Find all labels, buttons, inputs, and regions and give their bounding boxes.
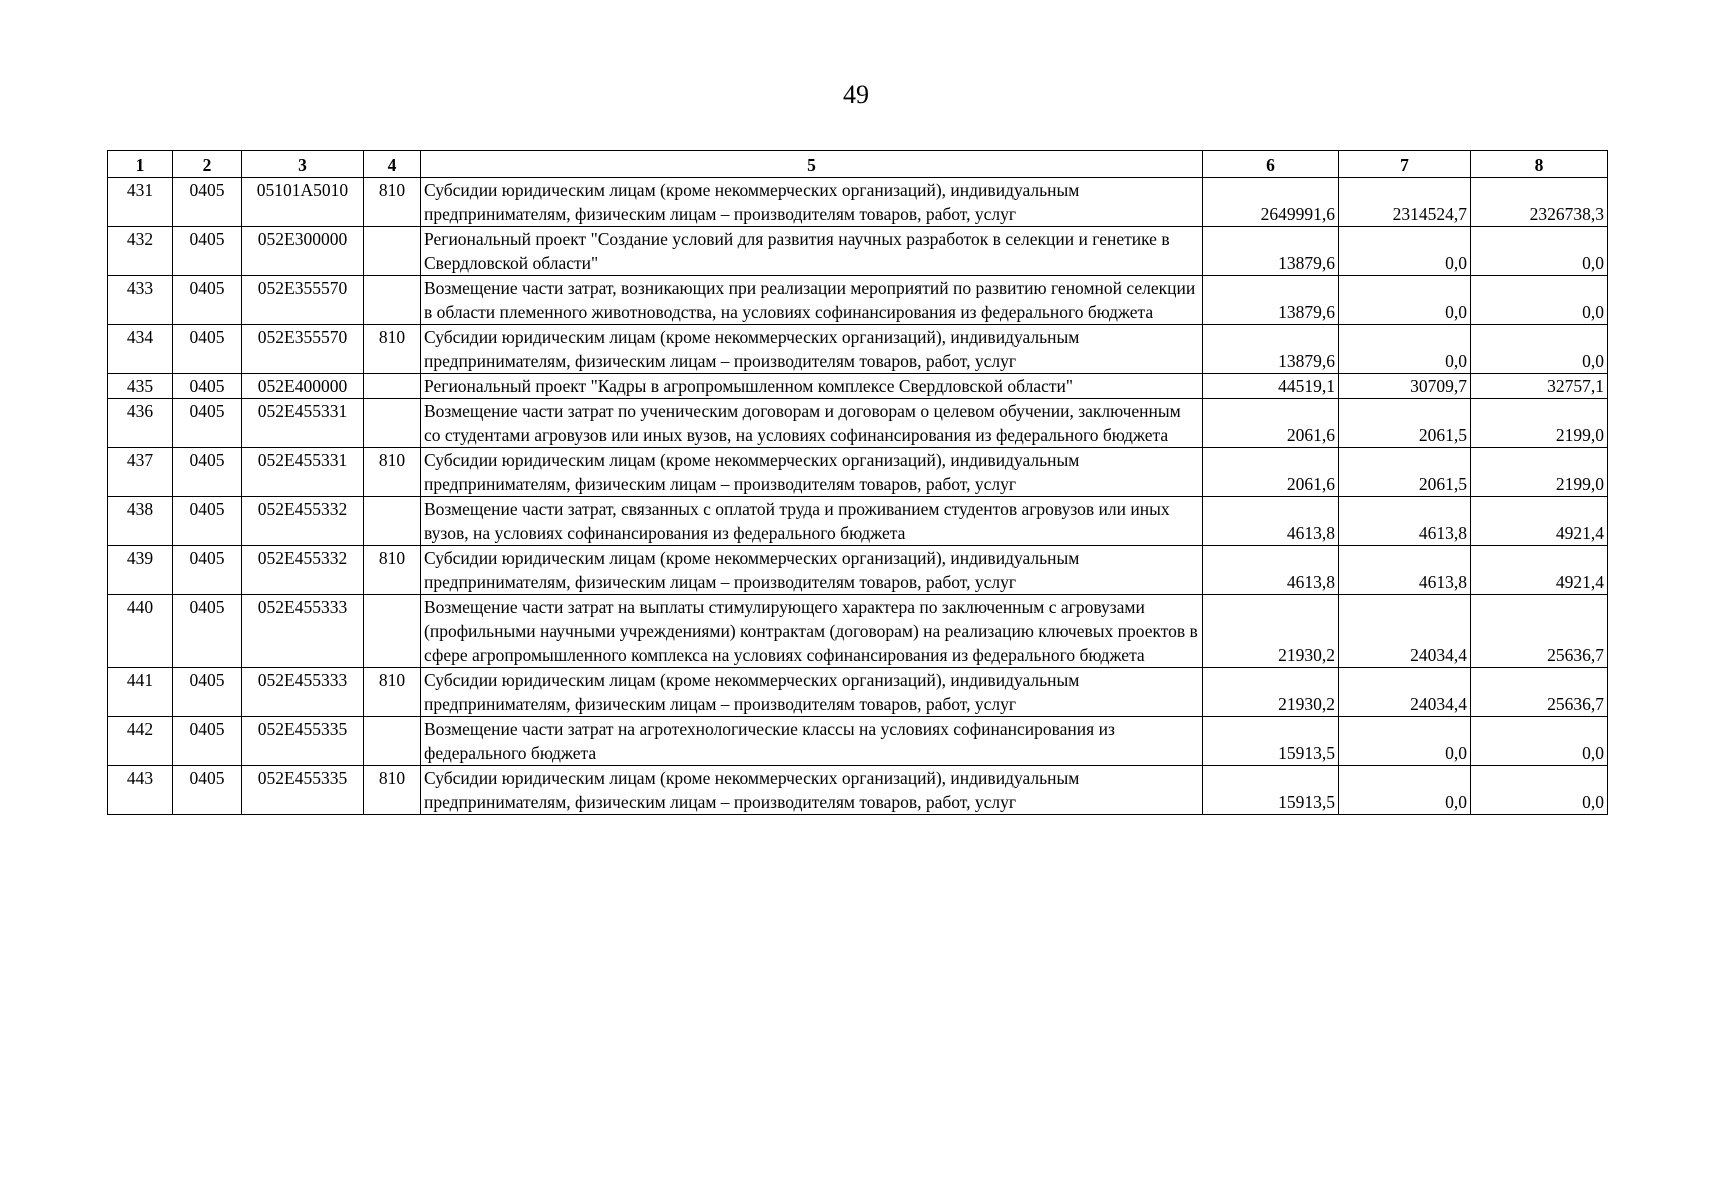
amount-year1-cell: 21930,2 xyxy=(1203,595,1339,668)
table-row xyxy=(108,178,1608,227)
amount-year3-cell: 0,0 xyxy=(1471,766,1608,815)
target-article-cell: 052Е455335 xyxy=(242,766,364,815)
header-col-3: 3 xyxy=(242,151,364,178)
header-col-7: 7 xyxy=(1339,151,1471,178)
amount-year1-cell: 13879,6 xyxy=(1203,227,1339,276)
header-col-1: 1 xyxy=(108,151,173,178)
description-cell: Возмещение части затрат на агротехнологические классы на условиях софинансирования из федерального бюджета xyxy=(421,717,1203,766)
description-cell: Возмещение части затрат, связанных с оплатой труда и проживанием студентов агровузов или иных вузов, на условиях софинансирования из федерального бюджета xyxy=(421,497,1203,546)
row-number-cell: 434 xyxy=(108,325,173,374)
expense-type-cell xyxy=(364,717,421,766)
table-body xyxy=(108,178,1608,815)
amount-year2-cell: 24034,4 xyxy=(1339,668,1471,717)
table-row xyxy=(108,448,1608,497)
description-cell: Субсидии юридическим лицам (кроме некоммерческих организаций), индивидуальным предпринимателям, физическим лицам – производителям товаров, работ, услуг xyxy=(421,546,1203,595)
amount-year1-cell: 15913,5 xyxy=(1203,717,1339,766)
amount-year2-cell: 30709,7 xyxy=(1339,374,1471,399)
table-row xyxy=(108,399,1608,448)
row-number-cell: 439 xyxy=(108,546,173,595)
description-cell: Субсидии юридическим лицам (кроме некоммерческих организаций), индивидуальным предпринимателям, физическим лицам – производителям товаров, работ, услуг xyxy=(421,325,1203,374)
table-row xyxy=(108,546,1608,595)
amount-year3-cell: 2199,0 xyxy=(1471,448,1608,497)
section-code-cell: 0405 xyxy=(173,178,242,227)
amount-year1-cell: 15913,5 xyxy=(1203,766,1339,815)
target-article-cell: 052Е455331 xyxy=(242,399,364,448)
expense-type-cell: 810 xyxy=(364,325,421,374)
amount-year2-cell: 24034,4 xyxy=(1339,595,1471,668)
description-cell: Субсидии юридическим лицам (кроме некоммерческих организаций), индивидуальным предпринимателям, физическим лицам – производителям товаров, работ, услуг xyxy=(421,178,1203,227)
amount-year3-cell: 0,0 xyxy=(1471,227,1608,276)
section-code-cell: 0405 xyxy=(173,227,242,276)
amount-year3-cell: 25636,7 xyxy=(1471,668,1608,717)
description-cell: Возмещение части затрат по ученическим договорам и договорам о целевом обучении, заключенным со студентами агровузов или иных вузов, на условиях софинансирования из федерального бюджета xyxy=(421,399,1203,448)
section-code-cell: 0405 xyxy=(173,399,242,448)
amount-year3-cell: 0,0 xyxy=(1471,276,1608,325)
target-article-cell: 052Е455332 xyxy=(242,546,364,595)
expense-type-cell xyxy=(364,227,421,276)
amount-year2-cell: 0,0 xyxy=(1339,717,1471,766)
expense-type-cell xyxy=(364,276,421,325)
amount-year3-cell: 0,0 xyxy=(1471,717,1608,766)
target-article-cell: 052Е455331 xyxy=(242,448,364,497)
row-number-cell: 443 xyxy=(108,766,173,815)
row-number-cell: 433 xyxy=(108,276,173,325)
expense-type-cell: 810 xyxy=(364,766,421,815)
target-article-cell: 052Е355570 xyxy=(242,276,364,325)
row-number-cell: 431 xyxy=(108,178,173,227)
section-code-cell: 0405 xyxy=(173,325,242,374)
expense-type-cell xyxy=(364,497,421,546)
amount-year1-cell: 4613,8 xyxy=(1203,546,1339,595)
expense-type-cell xyxy=(364,595,421,668)
amount-year3-cell: 32757,1 xyxy=(1471,374,1608,399)
header-col-5: 5 xyxy=(421,151,1203,178)
table-row xyxy=(108,276,1608,325)
table-row xyxy=(108,717,1608,766)
amount-year3-cell: 4921,4 xyxy=(1471,546,1608,595)
target-article-cell: 05101А5010 xyxy=(242,178,364,227)
row-number-cell: 438 xyxy=(108,497,173,546)
amount-year3-cell: 2326738,3 xyxy=(1471,178,1608,227)
table-row xyxy=(108,497,1608,546)
amount-year2-cell: 4613,8 xyxy=(1339,546,1471,595)
row-number-cell: 436 xyxy=(108,399,173,448)
expense-type-cell: 810 xyxy=(364,178,421,227)
table-row xyxy=(108,325,1608,374)
amount-year2-cell: 2061,5 xyxy=(1339,399,1471,448)
section-code-cell: 0405 xyxy=(173,546,242,595)
header-col-4: 4 xyxy=(364,151,421,178)
section-code-cell: 0405 xyxy=(173,595,242,668)
description-cell: Региональный проект "Создание условий для развития научных разработок в селекции и генетике в Свердловской области" xyxy=(421,227,1203,276)
target-article-cell: 052Е455333 xyxy=(242,595,364,668)
amount-year2-cell: 0,0 xyxy=(1339,276,1471,325)
table-row xyxy=(108,668,1608,717)
target-article-cell: 052Е455335 xyxy=(242,717,364,766)
row-number-cell: 442 xyxy=(108,717,173,766)
description-cell: Субсидии юридическим лицам (кроме некоммерческих организаций), индивидуальным предпринимателям, физическим лицам – производителям товаров, работ, услуг xyxy=(421,766,1203,815)
expense-type-cell xyxy=(364,374,421,399)
table-row xyxy=(108,766,1608,815)
amount-year1-cell: 2061,6 xyxy=(1203,399,1339,448)
section-code-cell: 0405 xyxy=(173,497,242,546)
amount-year1-cell: 13879,6 xyxy=(1203,325,1339,374)
row-number-cell: 441 xyxy=(108,668,173,717)
description-cell: Возмещение части затрат на выплаты стимулирующего характера по заключенным с агровузами (профильными научными учреждениями) контрактам (договорам) на реализацию ключевых проектов в сфере агропромышленного комплекса на условиях софинансирования из федерального бюджета xyxy=(421,595,1203,668)
description-cell: Возмещение части затрат, возникающих при реализации мероприятий по развитию геномной селекции в области племенного животноводства, на условиях софинансирования из федерального бюджета xyxy=(421,276,1203,325)
amount-year3-cell: 2199,0 xyxy=(1471,399,1608,448)
section-code-cell: 0405 xyxy=(173,766,242,815)
amount-year1-cell: 4613,8 xyxy=(1203,497,1339,546)
header-col-8: 8 xyxy=(1471,151,1608,178)
amount-year1-cell: 2061,6 xyxy=(1203,448,1339,497)
row-number-cell: 440 xyxy=(108,595,173,668)
expense-type-cell: 810 xyxy=(364,448,421,497)
expense-type-cell: 810 xyxy=(364,546,421,595)
expense-type-cell: 810 xyxy=(364,668,421,717)
description-cell: Региональный проект "Кадры в агропромышленном комплексе Свердловской области" xyxy=(421,374,1203,399)
target-article-cell: 052Е355570 xyxy=(242,325,364,374)
amount-year2-cell: 0,0 xyxy=(1339,766,1471,815)
section-code-cell: 0405 xyxy=(173,276,242,325)
amount-year2-cell: 2061,5 xyxy=(1339,448,1471,497)
target-article-cell: 052Е300000 xyxy=(242,227,364,276)
amount-year1-cell: 13879,6 xyxy=(1203,276,1339,325)
row-number-cell: 437 xyxy=(108,448,173,497)
section-code-cell: 0405 xyxy=(173,668,242,717)
table-row xyxy=(108,595,1608,668)
amount-year2-cell: 0,0 xyxy=(1339,227,1471,276)
table-row xyxy=(108,374,1608,399)
amount-year3-cell: 0,0 xyxy=(1471,325,1608,374)
budget-table xyxy=(107,150,1608,815)
amount-year1-cell: 2649991,6 xyxy=(1203,178,1339,227)
row-number-cell: 435 xyxy=(108,374,173,399)
header-row xyxy=(108,151,1608,178)
table-header xyxy=(108,151,1608,178)
amount-year2-cell: 4613,8 xyxy=(1339,497,1471,546)
description-cell: Субсидии юридическим лицам (кроме некоммерческих организаций), индивидуальным предпринимателям, физическим лицам – производителям товаров, работ, услуг xyxy=(421,448,1203,497)
header-col-6: 6 xyxy=(1203,151,1339,178)
page-number: 49 xyxy=(843,80,869,109)
target-article-cell: 052Е455333 xyxy=(242,668,364,717)
table-row xyxy=(108,227,1608,276)
description-cell: Субсидии юридическим лицам (кроме некоммерческих организаций), индивидуальным предпринимателям, физическим лицам – производителям товаров, работ, услуг xyxy=(421,668,1203,717)
section-code-cell: 0405 xyxy=(173,448,242,497)
amount-year1-cell: 44519,1 xyxy=(1203,374,1339,399)
amount-year1-cell: 21930,2 xyxy=(1203,668,1339,717)
header-col-2: 2 xyxy=(173,151,242,178)
section-code-cell: 0405 xyxy=(173,717,242,766)
amount-year2-cell: 0,0 xyxy=(1339,325,1471,374)
amount-year3-cell: 4921,4 xyxy=(1471,497,1608,546)
amount-year3-cell: 25636,7 xyxy=(1471,595,1608,668)
expense-type-cell xyxy=(364,399,421,448)
row-number-cell: 432 xyxy=(108,227,173,276)
amount-year2-cell: 2314524,7 xyxy=(1339,178,1471,227)
target-article-cell: 052Е455332 xyxy=(242,497,364,546)
target-article-cell: 052Е400000 xyxy=(242,374,364,399)
section-code-cell: 0405 xyxy=(173,374,242,399)
